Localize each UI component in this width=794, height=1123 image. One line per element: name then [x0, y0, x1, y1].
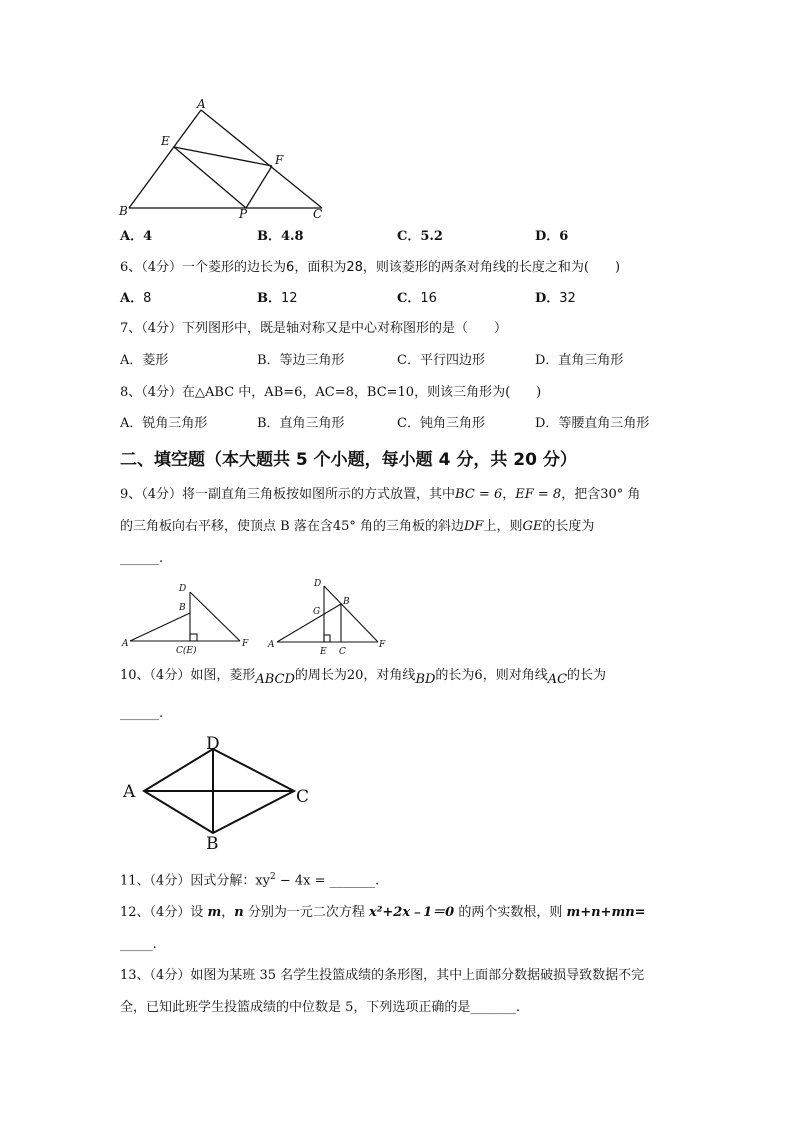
fig9a-label-F: F	[242, 639, 249, 649]
label-P: P	[239, 207, 248, 221]
label-C: C	[313, 207, 323, 221]
q5-option-c: C．5.2	[397, 229, 443, 244]
question-6: 6、（4分）一个菱形的边长为6，面积为28，则该菱形的两条对角线的长度之和为( )	[120, 260, 621, 275]
fig9a-label-A: A	[122, 639, 129, 649]
fig9b-label-A: A	[268, 640, 275, 650]
triangle-figure-q5	[115, 96, 340, 221]
fig9b-label-E: E	[320, 647, 327, 656]
q8-option-c: C．钝角三角形	[397, 416, 485, 431]
label-E: E	[161, 134, 170, 148]
fig10-label-C: C	[296, 787, 310, 807]
question-10: 10、（4分）如图，菱形ABCD的周长为20，对角线BD的长为6，则对角线AC的长为	[120, 668, 607, 687]
q8-option-a: A．锐角三角形	[120, 416, 208, 431]
set-square-figure-left	[118, 580, 253, 655]
q7-option-a: A．菱形	[120, 353, 169, 368]
q7-option-c: C．平行四边形	[397, 353, 485, 368]
question-10-blank: ______.	[120, 706, 164, 721]
rhombus-figure	[118, 733, 328, 851]
q7-option-d: D．直角三角形	[535, 353, 624, 368]
question-12: 12、（4分）设 m，n 分别为一元二次方程 x²+2x﹣1＝0 的两个实数根，则 m+n+mn=	[120, 905, 646, 920]
fig9a-label-B: B	[179, 603, 186, 613]
fig10-label-D: D	[206, 734, 220, 754]
question-7: 7、（4分）下列图形中，既是轴对称又是中心对称图形的是（ ）	[120, 321, 508, 336]
fig9a-label-D: D	[179, 584, 187, 594]
fig9b-label-G: G	[313, 607, 321, 617]
fig10-label-B: B	[206, 834, 219, 851]
q6-option-d: D．32	[535, 291, 576, 306]
label-B: B	[119, 204, 128, 218]
q6-option-a: A．8	[120, 291, 152, 306]
section-2-heading: 二、填空题（本大题共 5 个小题，每小题 4 分，共 20 分）	[120, 450, 577, 470]
fig9b-label-B: B	[343, 597, 350, 607]
q5-option-a: A．4	[120, 229, 153, 244]
q5-option-d: D．6	[535, 229, 569, 244]
q8-option-b: B．直角三角形	[257, 416, 345, 431]
q7-option-b: B．等边三角形	[257, 353, 345, 368]
question-8: 8、（4分）在△ABC 中，AB=6，AC=8，BC=10，则该三角形为( )	[120, 385, 542, 400]
question-9-blank: ______.	[120, 551, 164, 566]
fig9a-label-CE: C(E)	[176, 646, 197, 655]
set-square-figure-right	[262, 576, 392, 656]
fig9b-label-D: D	[314, 579, 322, 589]
q6-option-b: B．12	[257, 291, 298, 306]
q5-option-b: B．4.8	[257, 229, 304, 244]
question-9-line-2: 的三角板向右平移，使顶点 B 落在含45° 角的三角板的斜边DF上，则GE的长度为	[120, 519, 595, 534]
question-13-line-2: 全，已知此班学生投篮成绩的中位数是 5，下列选项正确的是_______.	[120, 1000, 521, 1015]
question-12-blank: _____.	[120, 937, 157, 952]
q6-option-c: C．16	[397, 291, 437, 306]
question-13-line-1: 13、（4分）如图为某班 35 名学生投篮成绩的条形图，其中上面部分数据破损导致数据不完	[120, 968, 645, 983]
question-9-line-1: 9、（4分）将一副直角三角板按如图所示的方式放置，其中BC = 6，EF = 8，把含30° 角	[120, 487, 641, 502]
q8-option-d: D．等腰直角三角形	[535, 416, 650, 431]
question-11: 11、（4分）因式分解：$xy^2 - 4x$ = _______.	[120, 872, 380, 889]
label-F: F	[275, 153, 284, 167]
fig9b-label-F: F	[379, 640, 386, 650]
label-A: A	[197, 97, 206, 111]
fig10-label-A: A	[123, 782, 136, 802]
fig9b-label-C: C	[339, 647, 346, 656]
